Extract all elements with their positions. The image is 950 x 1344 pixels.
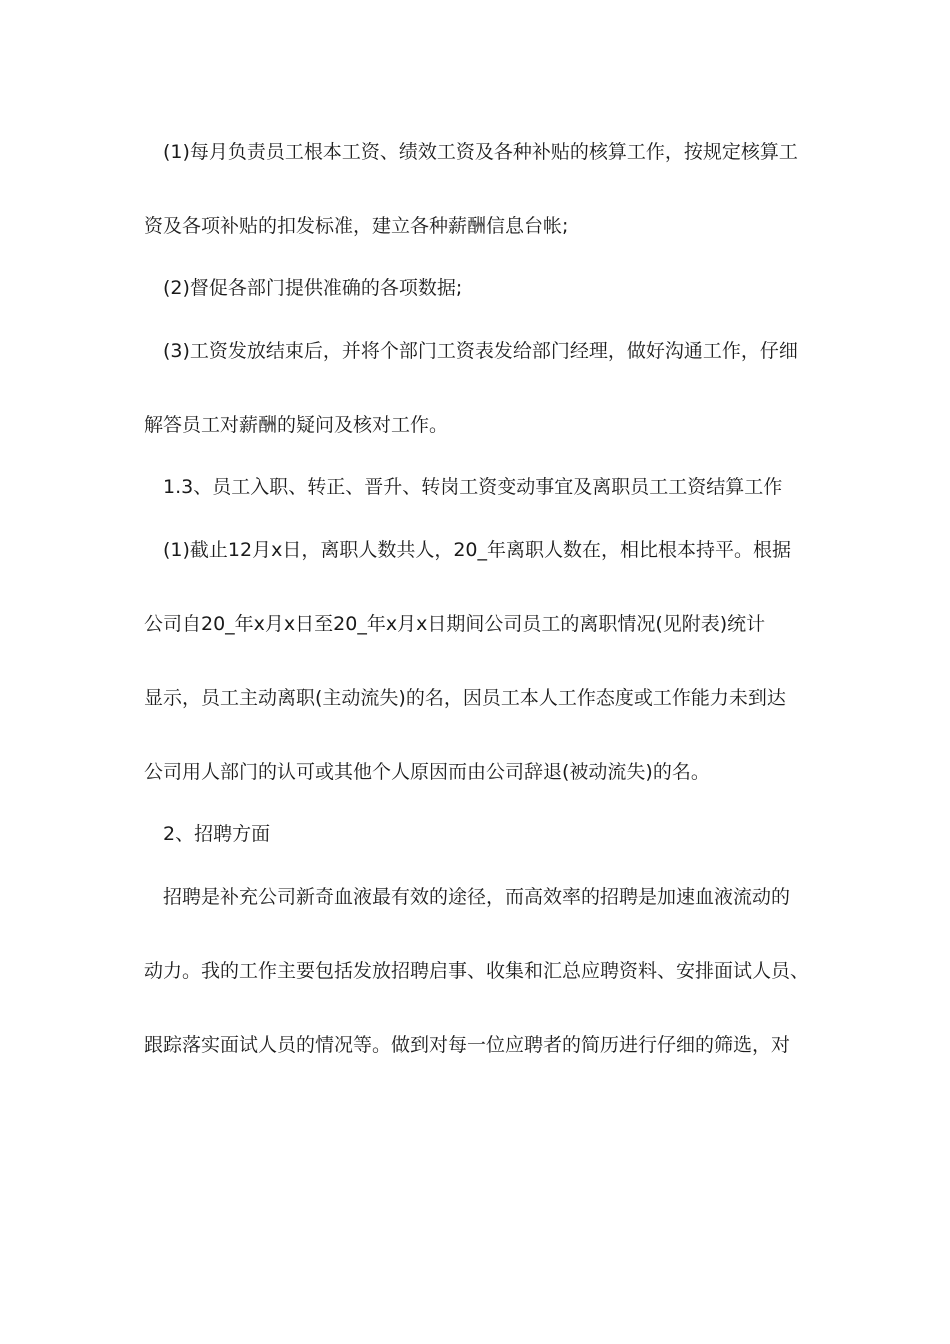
section-heading-2: 2、招聘方面 [163, 823, 271, 845]
paragraph-line-5: 解答员工对薪酬的疑问及核对工作。 [144, 414, 449, 436]
paragraph-line-12: 招聘是补充公司新奇血液最有效的途径，而高效率的招聘是加速血液流动的 [163, 886, 791, 908]
paragraph-line-14: 跟踪落实面试人员的情况等。做到对每一位应聘者的简历进行仔细的筛选，对 [144, 1034, 791, 1056]
paragraph-line-2: 资及各项补贴的扣发标准，建立各种薪酬信息台帐; [144, 215, 569, 237]
paragraph-line-10: 公司用人部门的认可或其他个人原因而由公司辞退(被动流失)的名。 [144, 761, 710, 783]
paragraph-line-13: 动力。我的工作主要包括发放招聘启事、收集和汇总应聘资料、安排面试人员、 [144, 960, 810, 982]
paragraph-line-9: 显示，员工主动离职(主动流失)的名，因员工本人工作态度或工作能力未到达 [144, 687, 786, 709]
paragraph-line-8: 公司自20_年x月x日至20_年x月x日期间公司员工的离职情况(见附表)统计 [144, 613, 766, 635]
section-heading-1-3: 1.3、员工入职、转正、晋升、转岗工资变动事宜及离职员工工资结算工作 [163, 476, 783, 498]
paragraph-line-7: (1)截止12月x日，离职人数共人，20_年离职人数在，相比根本持平。根据 [163, 539, 792, 561]
paragraph-line-1: (1)每月负责员工根本工资、绩效工资及各种补贴的核算工作，按规定核算工 [163, 141, 798, 163]
paragraph-line-3: (2)督促各部门提供准确的各项数据; [163, 277, 463, 299]
paragraph-line-4: (3)工资发放结束后，并将个部门工资表发给部门经理，做好沟通工作，仔细 [163, 340, 798, 362]
